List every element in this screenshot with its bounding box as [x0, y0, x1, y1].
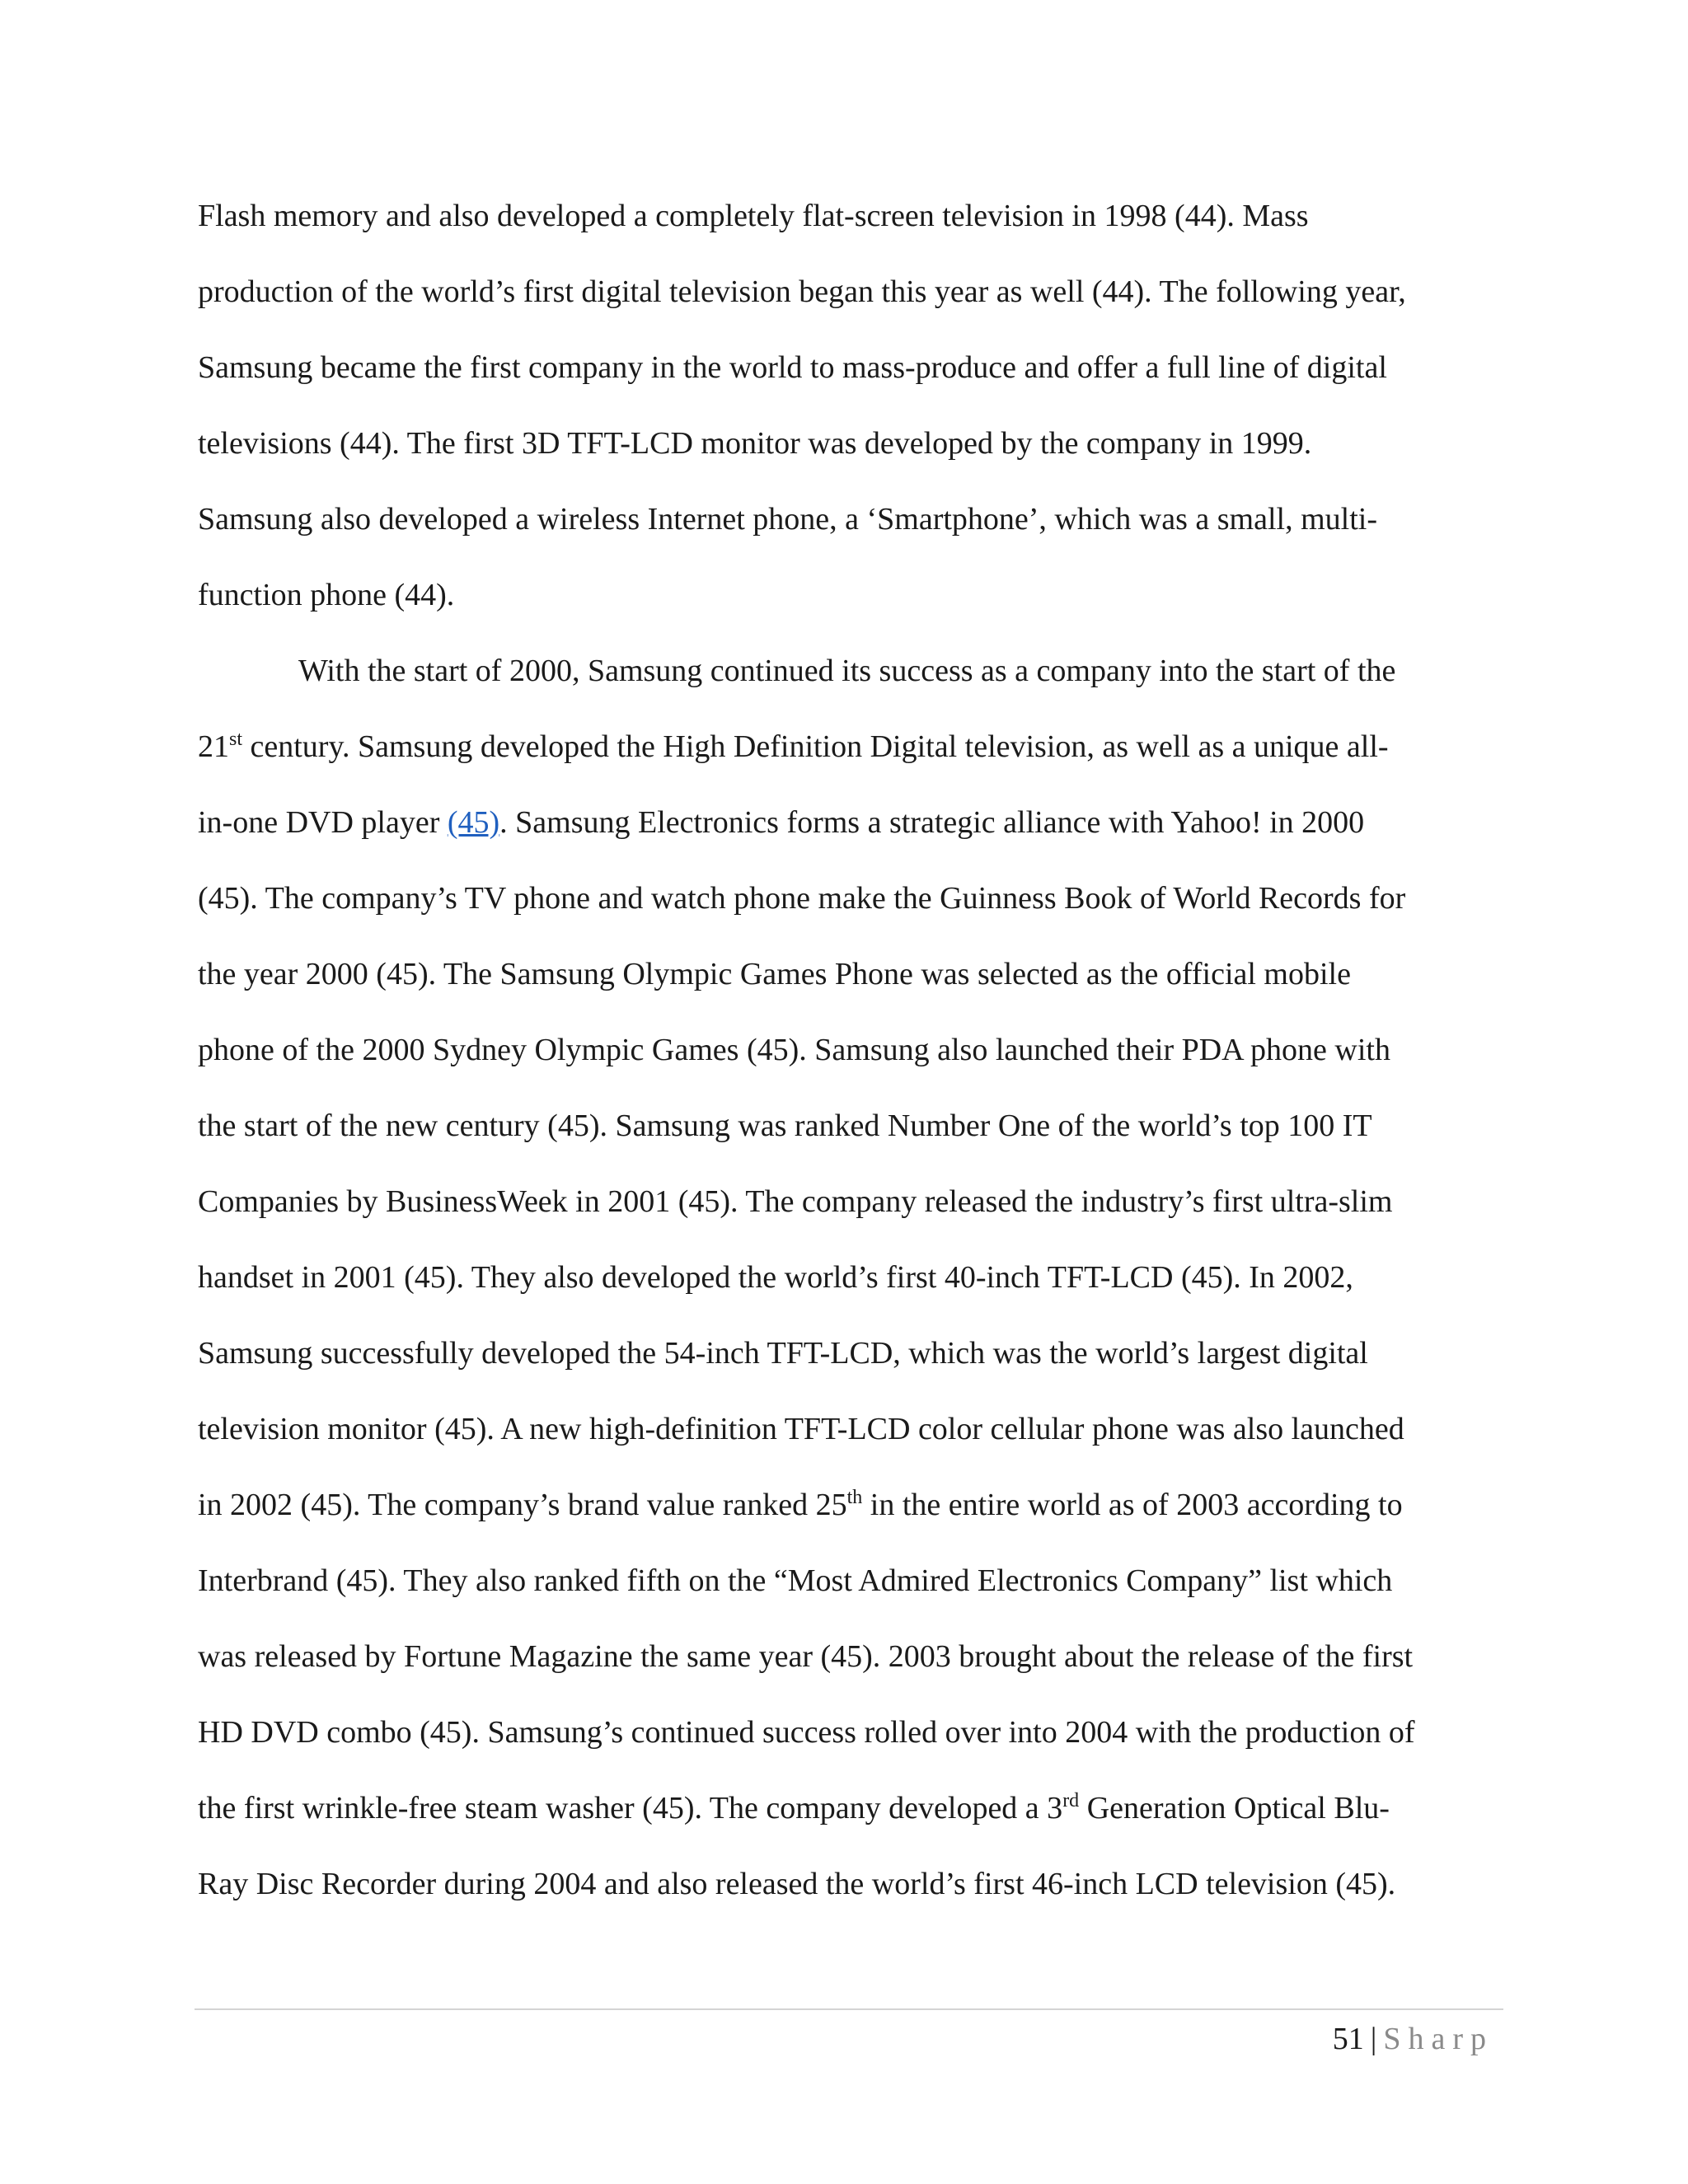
footer-divider [195, 2008, 1503, 2010]
body-line: handset in 2001 (45). They also developed the world’s first 40-inch TFT-LCD (45). In 2002, [198, 1260, 1353, 1295]
body-line: Interbrand (45). They also ranked fifth on the “Most Admired Electronics Company” list which [198, 1563, 1393, 1598]
body-line [198, 798, 1500, 847]
body-line: Companies by BusinessWeek in 2001 (45). The company released the industry’s first ultra-slim [198, 1184, 1393, 1219]
footer-author: Sharp [1383, 2022, 1493, 2056]
line-text: 21 [198, 729, 229, 764]
line-text: . Samsung Electronics forms a strategic alliance with Yahoo! in 2000 [499, 805, 1365, 840]
line-text: in 2002 (45). The company’s brand value ranked 25 [198, 1488, 847, 1522]
paragraph-first-line: With the start of 2000, Samsung continued its success as a company into the start of the [298, 654, 1396, 688]
line-text: Generation Optical Blu- [1079, 1791, 1390, 1825]
ordinal-suffix: rd [1062, 1790, 1080, 1811]
body-line: Flash memory and also developed a completely flat-screen television in 1998 (44). Mass [198, 199, 1309, 233]
body-line: the year 2000 (45). The Samsung Olympic Games Phone was selected as the official mobile [198, 957, 1351, 991]
body-line: television monitor (45). A new high-definition TFT-LCD color cellular phone was also launched [198, 1412, 1404, 1446]
body-line: (45). The company’s TV phone and watch phone make the Guinness Book of World Records for [198, 881, 1406, 916]
body-line: production of the world’s first digital television began this year as well (44). The following year, [198, 274, 1406, 309]
body-line [198, 1783, 1500, 1837]
body-line: Samsung also developed a wireless Internet phone, a ‘Smartphone’, which was a small, multi- [198, 502, 1377, 537]
ordinal-suffix: th [846, 1487, 863, 1508]
body-line: was released by Fortune Magazine the same year (45). 2003 brought about the release of the first [198, 1639, 1414, 1674]
body-line: the start of the new century (45). Samsung was ranked Number One of the world’s top 100 IT [198, 1108, 1372, 1143]
body-line: Samsung became the first company in the world to mass-produce and offer a full line of digital [198, 350, 1387, 385]
body-line: phone of the 2000 Sydney Olympic Games (45). Samsung also launched their PDA phone with [198, 1033, 1390, 1067]
citation-link[interactable]: (45) [447, 805, 500, 840]
footer-separator: | [1370, 2022, 1377, 2056]
body-line: function phone (44). [198, 578, 455, 612]
body-line: Ray Disc Recorder during 2004 and also released the world’s first 46-inch LCD television (45). [198, 1867, 1396, 1901]
line-text: in the entire world as of 2003 according to [862, 1488, 1403, 1522]
line-text: the first wrinkle-free steam washer (45). The company developed a 3 [198, 1791, 1063, 1825]
ordinal-suffix: st [229, 729, 243, 750]
body-line: HD DVD combo (45). Samsung’s continued success rolled over into 2004 with the production of [198, 1715, 1415, 1750]
line-text: in-one DVD player [198, 805, 448, 840]
body-line [198, 722, 1500, 776]
line-text: century. Samsung developed the High Definition Digital television, as well as a unique all- [242, 729, 1389, 764]
body-line: televisions (44). The first 3D TFT-LCD monitor was developed by the company in 1999. [198, 426, 1312, 461]
body-line: Samsung successfully developed the 54-inch TFT-LCD, which was the world’s largest digital [198, 1336, 1368, 1371]
page-footer [1333, 2014, 1493, 2064]
body-line [198, 1480, 1500, 1534]
page-number: 51 [1332, 2022, 1364, 2056]
